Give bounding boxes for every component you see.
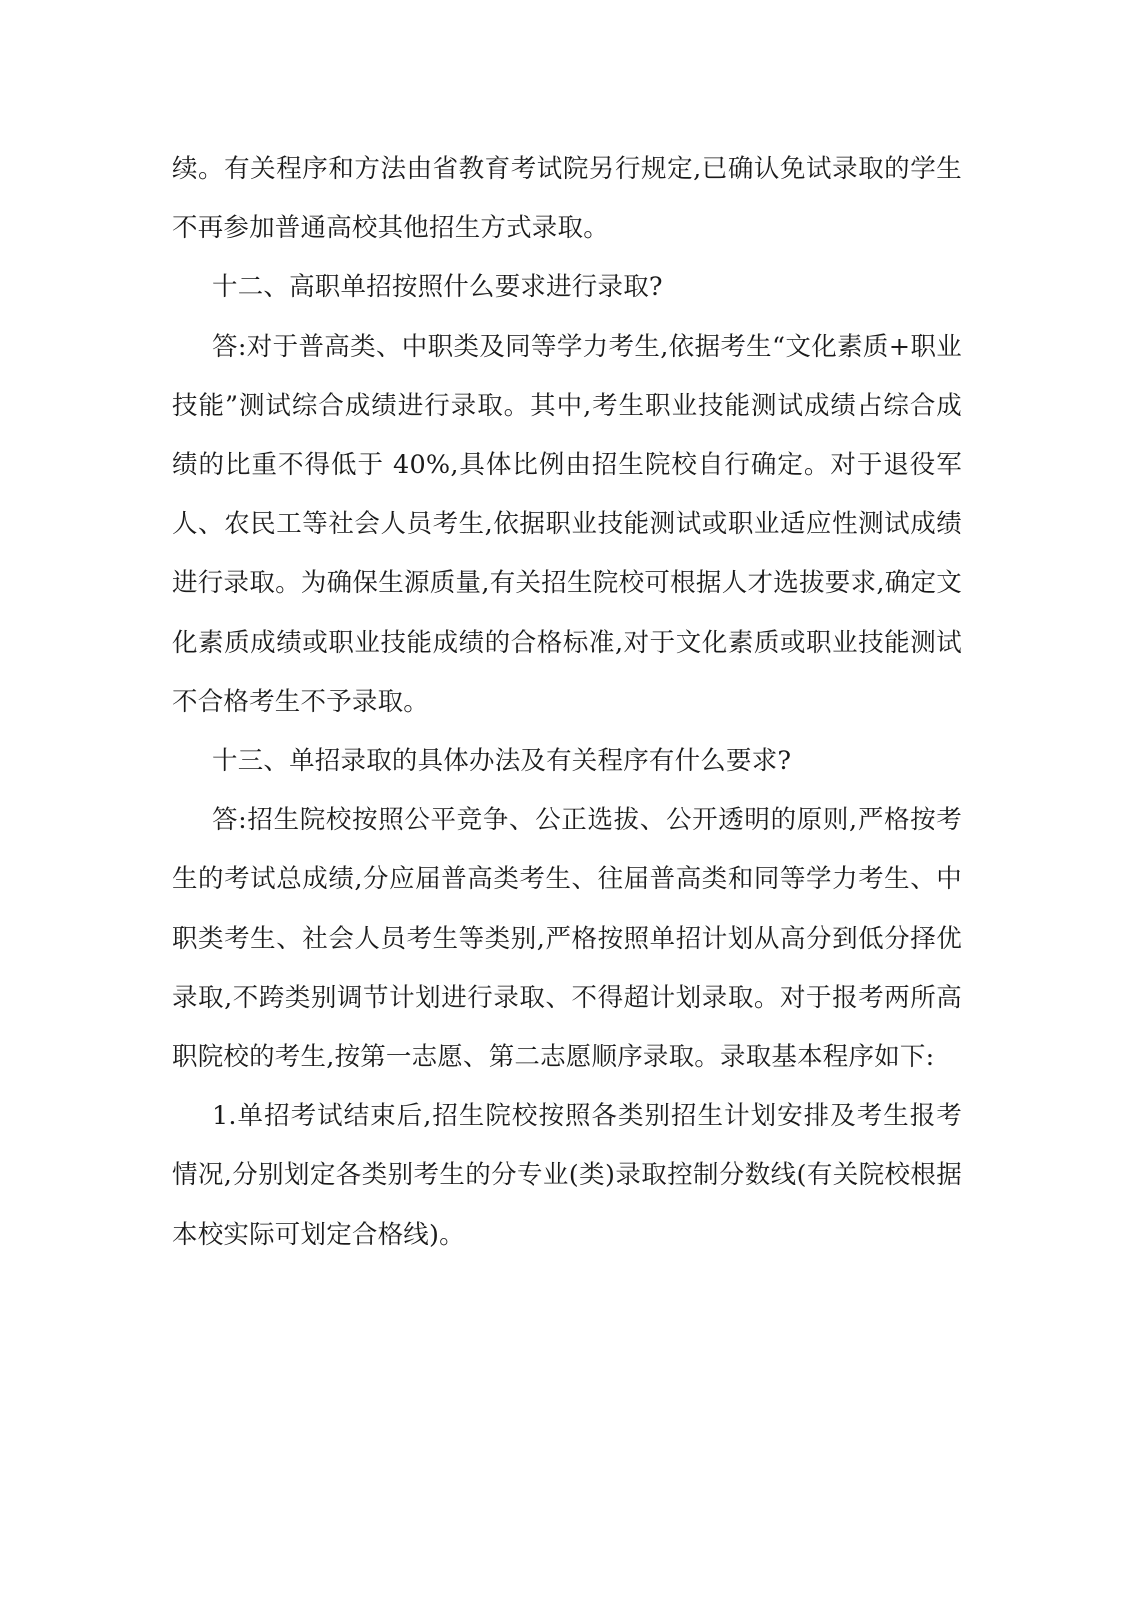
heading-question-13: 十三、单招录取的具体办法及有关程序有什么要求? — [212, 746, 792, 777]
answer-question-13: 答:招生院校按照公平竞争、公正选拔、公开透明的原则,严格按考生的考试总成绩,分应届普高类考生、往届普高类和同等学力考生、中职类考生、社会人员考生等类别,严格按照单招计划从高分到低分择优录取,不跨类别调节计划进行录取、不得超计划录取。对于报考两所高职院校的考生,按第一志愿、第二志愿顺序录取。录取基本程序如下: — [172, 805, 962, 1073]
answer-question-12: 答:对于普高类、中职类及同等学力考生,依据考生“文化素质+职业技能”测试综合成绩进行录取。其中,考生职业技能测试成绩占综合成绩的比重不得低于 40%,具体比例由招生院校自行确定。对于退役军人、农民工等社会人员考生,依据职业技能测试或职业适应性测试成绩进行录取。为确保生源质量,有关招生院校可根据人才选拔要求,确定文化素质成绩或职业技能成绩的合格标准,对于文化素质或职业技能测试不合格考生不予录取。 — [172, 331, 962, 717]
heading-question-12: 十二、高职单招按照什么要求进行录取? — [212, 272, 663, 303]
paragraph-continuation: 续。有关程序和方法由省教育考试院另行规定,已确认免试录取的学生不再参加普通高校其他招生方式录取。 — [172, 154, 962, 244]
procedure-item-1: 1.单招考试结束后,招生院校按照各类别招生计划安排及考生报考情况,分别划定各类别考生的分专业(类)录取控制分数线(有关院校根据本校实际可划定合格线)。 — [172, 1101, 962, 1250]
document-body — [172, 140, 962, 1265]
